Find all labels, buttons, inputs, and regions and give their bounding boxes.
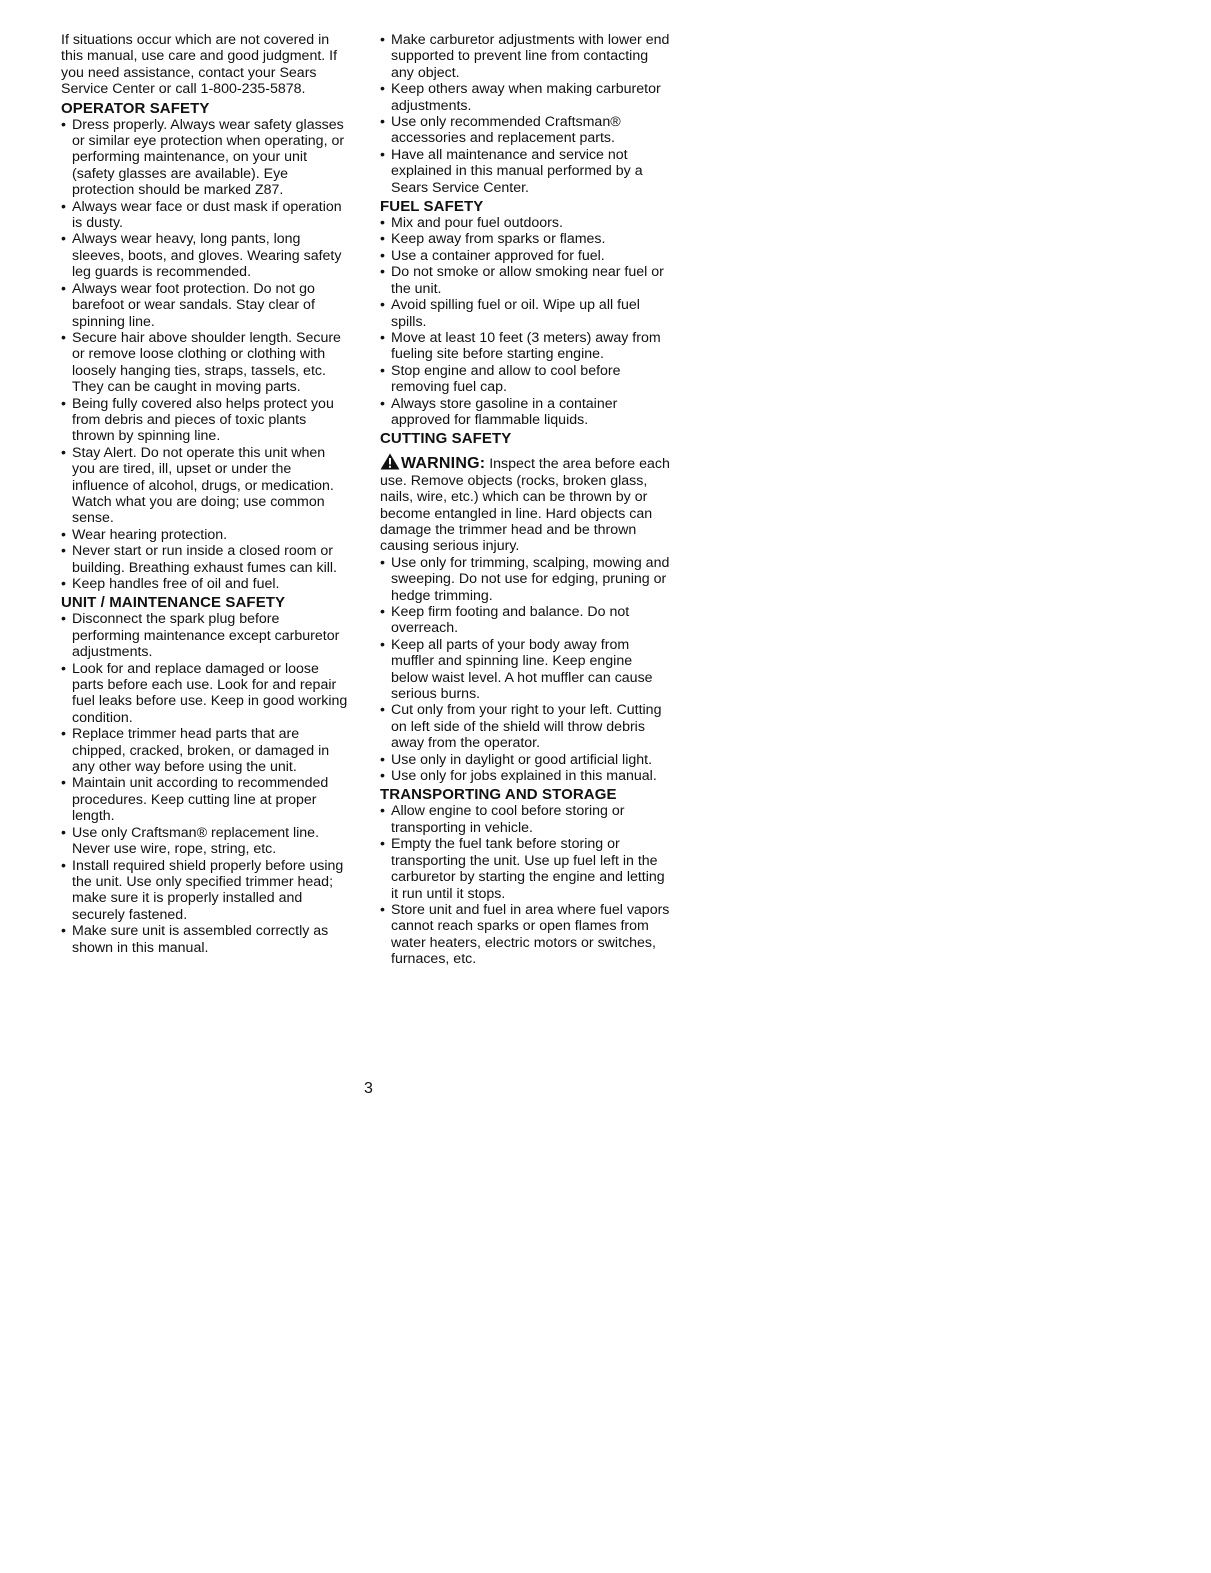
bullet-item: • Empty the fuel tank before storing or transporting the unit. Use up fuel left in the carburetor by starting the engine and letting it run until it stops. <box>380 836 670 902</box>
bullet-item: • Move at least 10 feet (3 meters) away from fueling site before starting engine. <box>380 330 670 363</box>
warning-text: Inspect the area before each use. Remove objects (rocks, broken glass, nails, wire, etc.) which can be thrown by or become entangled in line. Hard objects can damage the trimmer head and be thrown causing serious injury. <box>380 456 670 555</box>
bullet-item: • Have all maintenance and service not explained in this manual performed by a Sears Service Center. <box>380 147 670 196</box>
bullet-item: • Stay Alert. Do not operate this unit when you are tired, ill, upset or under the influence of alcohol, drugs, or medication. Watch what you are doing; use common sense. <box>61 445 351 527</box>
bullet-item: • Keep away from sparks or flames. <box>380 231 670 247</box>
section-continued <box>380 32 670 196</box>
intro-paragraph: If situations occur which are not covered in this manual, use care and good judgment. If you need assistance, contact your Sears Service Center or call 1-800-235-5878. <box>61 32 338 98</box>
bullet-item: • Keep handles free of oil and fuel. <box>61 576 351 592</box>
bullet-item: • Install required shield properly before using the unit. Use only specified trimmer head; make sure it is properly installed and securely fastened. <box>61 858 351 924</box>
section-unit-maintenance-safety <box>61 594 351 956</box>
bullet-item: • Maintain unit according to recommended procedures. Keep cutting line at proper length. <box>61 775 351 824</box>
bullet-item: • Always store gasoline in a container approved for flammable liquids. <box>380 396 670 429</box>
section-transporting-and-storage <box>380 786 670 967</box>
bullet-item: • Make sure unit is assembled correctly as shown in this manual. <box>61 923 351 956</box>
left-column <box>61 32 351 956</box>
section-heading-cutting-safety: CUTTING SAFETY <box>380 430 512 448</box>
bullet-list <box>380 32 670 196</box>
bullet-item: • Use only in daylight or good artificial light. <box>380 752 670 768</box>
bullet-item: • Replace trimmer head parts that are chipped, cracked, broken, or damaged in any other way before using the unit. <box>61 726 351 775</box>
bullet-item: • Avoid spilling fuel or oil. Wipe up all fuel spills. <box>380 297 670 330</box>
bullet-item: • Use only Craftsman® replacement line. Never use wire, rope, string, etc. <box>61 825 351 858</box>
bullet-item: • Make carburetor adjustments with lower end supported to prevent line from contacting any object. <box>380 32 670 81</box>
section-operator-safety <box>61 100 351 593</box>
bullet-item: • Keep firm footing and balance. Do not overreach. <box>380 604 670 637</box>
bullet-item: • Use only for jobs explained in this manual. <box>380 768 670 784</box>
bullet-item: • Always wear heavy, long pants, long sleeves, boots, and gloves. Wearing safety leg guards is recommended. <box>61 231 351 280</box>
section-heading-fuel-safety: FUEL SAFETY <box>380 198 484 216</box>
bullet-item: • Look for and replace damaged or loose parts before each use. Look for and repair fuel leaks before use. Keep in good working condition. <box>61 661 351 727</box>
bullet-item: • Wear hearing protection. <box>61 527 351 543</box>
bullet-item: • Use a container approved for fuel. <box>380 248 670 264</box>
bullet-item: • Do not smoke or allow smoking near fuel or the unit. <box>380 264 670 297</box>
bullet-item: • Mix and pour fuel outdoors. <box>380 215 670 231</box>
bullet-item: • Always wear foot protection. Do not go barefoot or wear sandals. Stay clear of spinning line. <box>61 281 351 330</box>
section-fuel-safety <box>380 198 670 428</box>
section-heading-transporting-and-storage: TRANSPORTING AND STORAGE <box>380 786 617 804</box>
right-top-sections <box>380 32 670 428</box>
bullet-item: • Allow engine to cool before storing or transporting in vehicle. <box>380 803 670 836</box>
bullet-list <box>380 215 670 428</box>
bullet-list <box>61 611 351 956</box>
bullet-item: • Disconnect the spark plug before performing maintenance except carburetor adjustments. <box>61 611 351 660</box>
warning-triangle-icon <box>380 453 400 470</box>
section-cutting-safety <box>380 430 670 784</box>
bullet-item: • Always wear face or dust mask if operation is dusty. <box>61 199 351 232</box>
bullet-list <box>380 803 670 967</box>
warning-label: WARNING: <box>401 455 486 473</box>
bullet-item: • Use only recommended Craftsman® accessories and replacement parts. <box>380 114 670 147</box>
bullet-item: • Stop engine and allow to cool before removing fuel cap. <box>380 363 670 396</box>
page-number: 3 <box>364 1080 373 1097</box>
bullet-item: • Store unit and fuel in area where fuel vapors cannot reach sparks or open flames from water heaters, electric motors or switches, furnaces, etc. <box>380 902 670 968</box>
warning-notice <box>380 453 670 554</box>
right-bottom-sections <box>380 786 670 967</box>
left-sections <box>61 100 351 956</box>
section-heading-operator-safety: OPERATOR SAFETY <box>61 99 210 117</box>
bullet-item: • Never start or run inside a closed room or building. Breathing exhaust fumes can kill. <box>61 543 351 576</box>
bullet-item: • Keep all parts of your body away from muffler and spinning line. Keep engine below waist level. A hot muffler can cause serious burns. <box>380 637 670 703</box>
bullet-item: • Being fully covered also helps protect you from debris and pieces of toxic plants thrown by spinning line. <box>61 396 351 445</box>
bullet-item: • Secure hair above shoulder length. Secure or remove loose clothing or clothing with loosely hanging ties, straps, tassels, etc. They can be caught in moving parts. <box>61 330 351 396</box>
bullet-list <box>61 117 351 593</box>
section-heading-unit-maintenance-safety: UNIT / MAINTENANCE SAFETY <box>61 594 286 612</box>
bullet-item: • Cut only from your right to your left. Cutting on left side of the shield will throw debris away from the operator. <box>380 702 670 751</box>
cutting-safety-list <box>380 555 670 785</box>
bullet-item: • Dress properly. Always wear safety glasses or similar eye protection when operating, or performing maintenance, on your unit (safety glasses are available). Eye protection should be marked Z87. <box>61 117 351 199</box>
right-column <box>380 32 670 968</box>
bullet-item: • Use only for trimming, scalping, mowing and sweeping. Do not use for edging, pruning or hedge trimming. <box>380 555 670 604</box>
bullet-item: • Keep others away when making carburetor adjustments. <box>380 81 670 114</box>
